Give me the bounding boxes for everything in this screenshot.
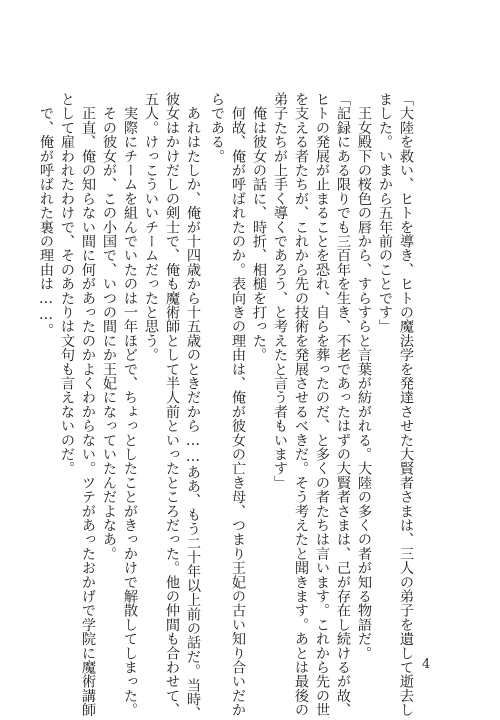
text-column: 俺は彼女の話に、時折、相槌を打った。 bbox=[251, 92, 267, 362]
text-column: その彼女が、この小国で、いつの間にか王妃になっていたんだよなあ。 bbox=[101, 92, 117, 561]
text-column: ヒトの発展が止まることを恐れ、自らを葬ったのだ、と多くの者たちは言います。これから先の世 bbox=[314, 92, 330, 717]
text-column: 正直、俺の知らない間に何があったのかよくわからない。ツテがあったおかげで学院に魔術講師 bbox=[80, 92, 96, 717]
text-column: あれはたしか、俺が十四歳から十五歳のときだから……ああ、もう二十年以上前の話だ。当時、 bbox=[185, 92, 201, 720]
text-column: を支える者たちが、これから先の技術を発展させるべきだ。そう考えたと聞きます。あとは最後の bbox=[293, 92, 309, 717]
page-number: 4 bbox=[422, 657, 431, 672]
text-column: 王女殿下の桜色の唇から、すらすらと言葉が紡がれる。大陸の多くの者が知る物語だ。 bbox=[356, 92, 372, 660]
text-column: らである。 bbox=[209, 92, 225, 163]
text-column: 弟子たちが上手く導くであろう、と考えたと言う者もいます」 bbox=[272, 92, 288, 490]
text-column: 彼女はかけだしの剣士で、俺も魔術師として半人前といったところだった。他の仲間も合わせて、 bbox=[164, 92, 180, 717]
text-column: 「大陸を救い、ヒトを導き、ヒトの魔法学を発達させた大賢者さまは、三人の弟子を遺して逝去し bbox=[398, 92, 414, 717]
text-column: 五人。けっこういいチームだったと思う。 bbox=[143, 92, 159, 362]
text-column: ました。いまから五年前のことです」 bbox=[377, 92, 393, 334]
text-column: 何故、俺が呼ばれたのか。表向きの理由は、俺が彼女の亡き母、つまり王妃の古い知り合いだか bbox=[230, 92, 246, 717]
text-column: で、俺が呼ばれた裏の理由は……。 bbox=[38, 92, 54, 337]
text-column: 実際にチームを組んでいたのは一年ほどで、ちょっとしたことがきっかけで解散してしまった。 bbox=[122, 92, 138, 717]
text-column: 「記録にある限りでも三百年を生き、不老であったはずの大賢者さまは、己が存在し続けるが故、 bbox=[335, 92, 351, 717]
vertical-text-body bbox=[38, 92, 415, 720]
text-column: として雇われたわけで、そのあたりは文句も言えないのだ。 bbox=[59, 92, 75, 476]
